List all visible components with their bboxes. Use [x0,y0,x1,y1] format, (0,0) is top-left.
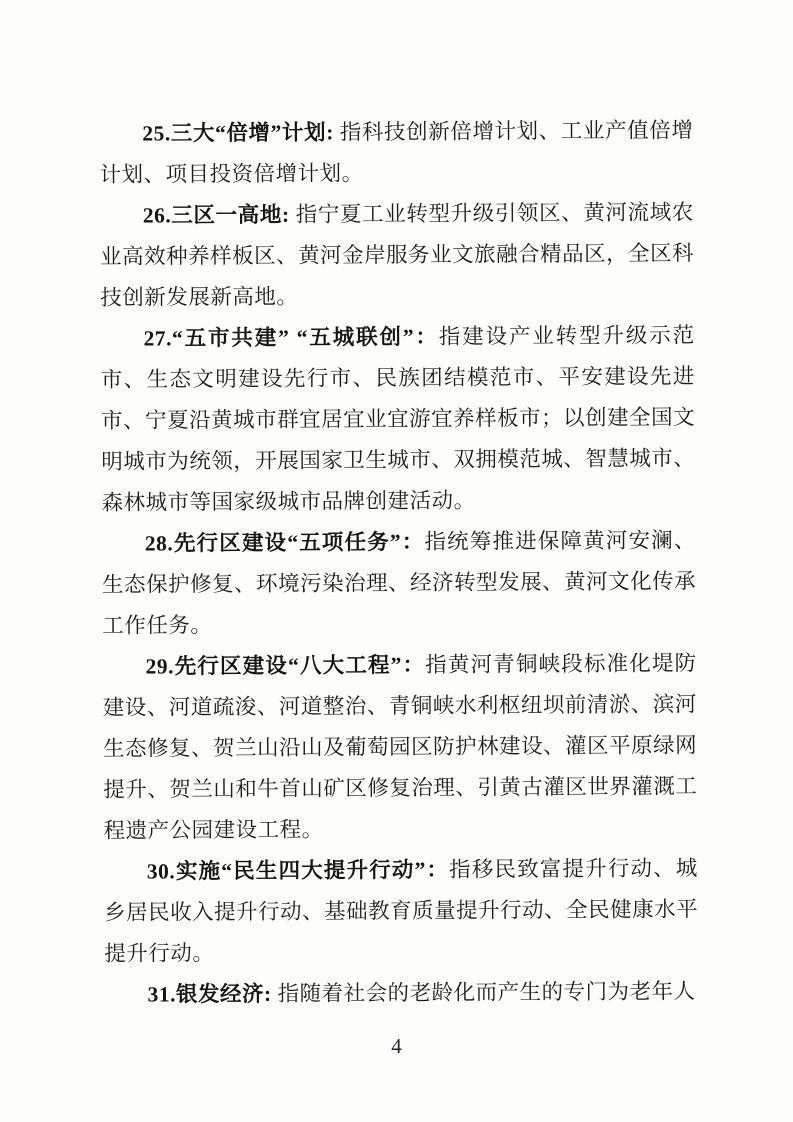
term-label: 27.“五市共建” “五城联创”： [143,324,439,351]
page-number: 4 [391,1034,402,1058]
definition-text: 指建设产业转型升级示范市、生态文明建设先行市、民族团结模范市、平安建设先进市、宁夏沿黄城市群宜居宜业宜游宜养样板市；以创建全国文明城市为统领，开展国家卫生城市、双拥模范城、智慧城市、森林城市等国家级城市品牌创建活动。 [100,323,696,515]
definition-text: 指统筹推进保障黄河安澜、生态保护修复、环境污染治理、经济转型发展、黄河文化传承工作任务。 [102,528,697,638]
glossary-item-31 [105,971,699,1016]
page-footer [0,1034,793,1059]
term-label: 31.银发经济: [147,981,272,1007]
glossary-item-29 [103,643,698,852]
definition-text: 指移民致富提升行动、城乡居民收入提升行动、基础教育质量提升行动、全民健康水平提升行动。 [104,856,699,966]
term-label: 25.三大“倍增”计划: [142,120,334,146]
glossary-item-28 [102,520,697,647]
definition-text: 指黄河青铜峡段标准化堤防建设、河道疏浚、河道整治、青铜峡水利枢纽坝前清淤、滨河生态修复、贺兰山沿山及葡萄园区防护林建设、灌区平原绿网提升、贺兰山和牛首山矿区修复治理、引黄古灌区世界灌溉工程遗产公园建设工程。 [102,651,698,843]
glossary-item-26 [100,192,695,319]
definition-text: 指随着社会的老龄化而产生的专门为老年人 [271,979,696,1006]
glossary-item-30 [104,848,699,975]
term-label: 28.先行区建设“五项任务”： [144,529,425,556]
glossary-item-27 [101,315,696,524]
glossary-item-25 [99,110,693,196]
definition-text: 指宁夏工业转型升级引领区、黄河流域农业高效种养样板区、黄河金岸服务业文旅融合精品区，全区科技创新发展新高地。 [100,200,695,310]
term-label: 26.三区一高地: [142,202,290,228]
term-label: 30.实施“民生四大提升行动”： [146,857,450,884]
definition-text: 指科技创新倍增计划、工业产值倍增计划、项目投资倍增计划。 [99,118,694,187]
glossary-list [99,110,698,1016]
term-label: 29.先行区建设“八大工程”： [145,652,426,679]
